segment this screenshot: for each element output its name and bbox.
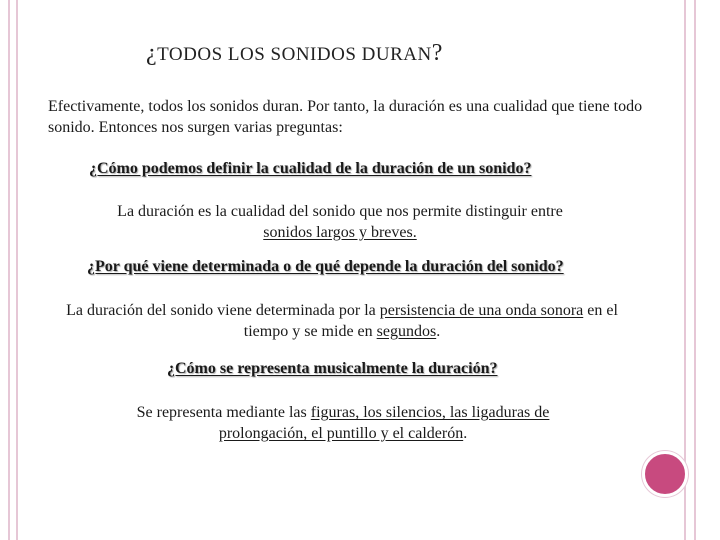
answer-2-text-middle: en el tiempo y se mide en — [243, 302, 618, 340]
intro-paragraph: Efectivamente, todos los sonidos duran. Por tanto, la duración es una cualidad que tiene todo sonido. Entonces nos surgen varias preguntas: — [48, 98, 643, 136]
answer-3-text-start: Se representa mediante las — [136, 404, 311, 421]
answer-2-underlined-1: persistencia de una onda sonora — [379, 302, 584, 319]
question-2: ¿Por qué viene determinada o de qué depende la duración del sonido? — [87, 258, 564, 275]
answer-2 — [44, 300, 640, 342]
answer-2-text-start: La duración del sonido viene determinada por la — [66, 302, 380, 319]
decorative-circle — [642, 451, 688, 497]
answer-3 — [103, 402, 583, 444]
answer-1-underlined: sonidos largos y breves. — [263, 224, 417, 241]
title-text: TODOS LOS SONIDOS DURAN — [157, 44, 432, 65]
answer-3-underlined: figuras, los silencios, las ligaduras de prolongación, el puntillo y el calderón — [218, 404, 550, 442]
slide-title — [146, 40, 443, 67]
answer-1-line-1: La duración es la cualidad del sonido que nos permite distinguir entre — [117, 203, 563, 220]
right-border-line-inner — [684, 0, 686, 540]
question-1: ¿Cómo podemos definir la cualidad de la duración de un sonido? — [89, 160, 532, 177]
title-close-mark: ? — [431, 40, 443, 66]
answer-3-text-end: . — [463, 425, 468, 442]
answer-2-text-end: . — [436, 323, 441, 340]
question-3: ¿Cómo se representa musicalmente la duración? — [167, 360, 498, 377]
title-open-mark: ¿ — [146, 40, 158, 66]
answer-1 — [85, 201, 595, 243]
left-border-line-inner — [16, 0, 18, 540]
answer-2-underlined-2: segundos — [376, 323, 437, 340]
right-border-line-outer — [694, 0, 696, 540]
left-border-line-outer — [8, 0, 10, 540]
